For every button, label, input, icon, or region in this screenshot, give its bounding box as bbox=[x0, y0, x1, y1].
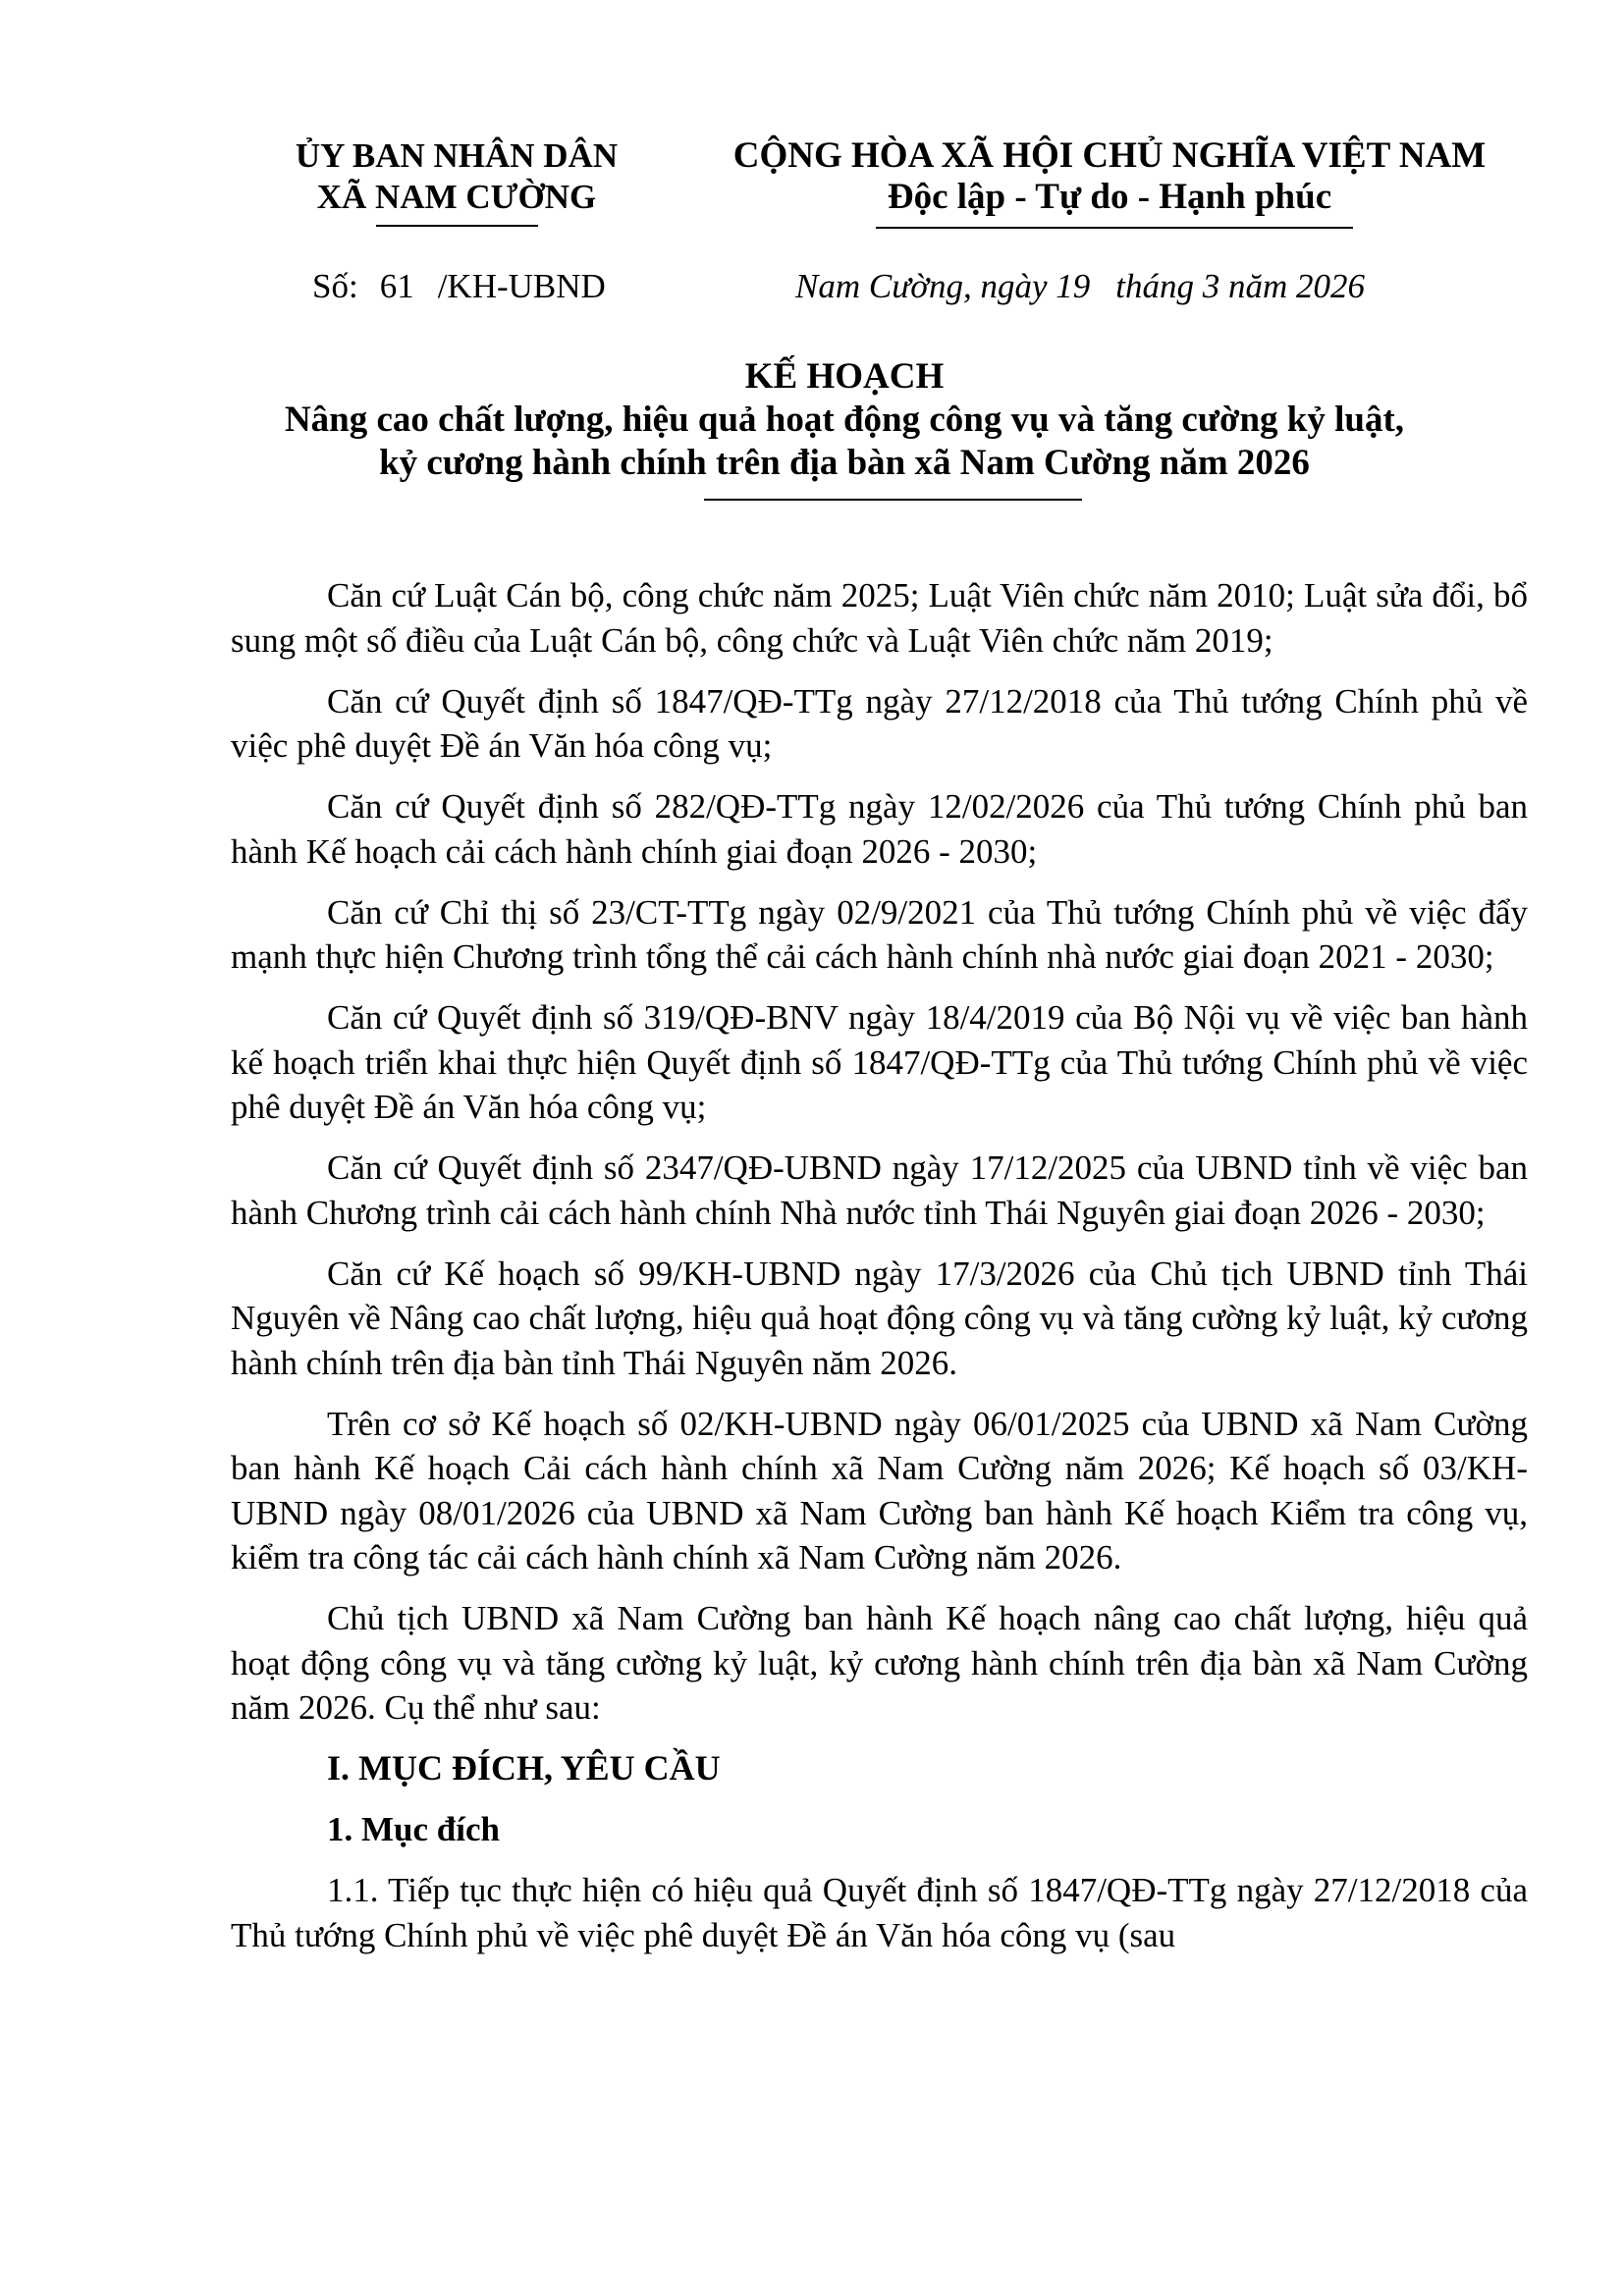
title-line-1: Nâng cao chất lượng, hiệu quả hoạt động công vụ và tăng cường kỷ luật, bbox=[284, 400, 1405, 440]
agency-line-1: ỦY BAN NHÂN DÂN bbox=[295, 136, 619, 175]
paragraph: Căn cứ Chỉ thị số 23/CT-TTg ngày 02/9/2021 của Thủ tướng Chính phủ về việc đẩy mạnh thực hiện Chương trình tổng thể cải cách hành chính nhà nước giai đoạn 2021 - 2030; bbox=[231, 892, 1528, 976]
document-type: KẾ HOẠCH bbox=[744, 356, 945, 397]
paragraph: Trên cơ sở Kế hoạch số 02/KH-UBND ngày 06/01/2025 của UBND xã Nam Cường ban hành Kế hoạch Cải cách hành chính xã Nam Cường năm 2026; Kế hoạch số 03/KH-UBND ngày 08/01/2026 của UBND xã Nam Cường ban hành Kế hoạch Kiểm tra công vụ, kiểm tra công tác cải cách hành chính xã Nam Cường năm 2026. bbox=[231, 1404, 1528, 1576]
agency-line-2: XÃ NAM CƯỜNG bbox=[316, 178, 597, 216]
document-title bbox=[187, 355, 1502, 485]
issuing-agency bbox=[236, 135, 677, 218]
place-day: Nam Cường, ngày 19 bbox=[795, 267, 1091, 305]
subsection-heading: 1. Mục đích bbox=[327, 1810, 500, 1848]
paragraph: Căn cứ Quyết định số 2347/QĐ-UBND ngày 17/12/2025 của UBND tỉnh về việc ban hành Chương trình cải cách hành chính Nhà nước tỉnh Thái Nguyên giai đoạn 2026 - 2030; bbox=[231, 1148, 1528, 1232]
document-number bbox=[312, 267, 606, 306]
paragraph: Chủ tịch UBND xã Nam Cường ban hành Kế hoạch nâng cao chất lượng, hiệu quả hoạt động công vụ và tăng cường kỷ luật, kỷ cương hành chính trên địa bàn xã Nam Cường năm 2026. Cụ thể như sau: bbox=[231, 1599, 1528, 1727]
paragraph: Căn cứ Quyết định số 319/QĐ-BNV ngày 18/4/2019 của Bộ Nội vụ về việc ban hành kế hoạch triển khai thực hiện Quyết định số 1847/QĐ-TTg của Thủ tướng Chính phủ về việc phê duyệt Đề án Văn hóa công vụ; bbox=[231, 998, 1528, 1126]
paragraph: Căn cứ Quyết định số 282/QĐ-TTg ngày 12/02/2026 của Thủ tướng Chính phủ ban hành Kế hoạch cải cách hành chính giai đoạn 2026 - 2030; bbox=[231, 787, 1528, 871]
paragraph: Căn cứ Kế hoạch số 99/KH-UBND ngày 17/3/2026 của Chủ tịch UBND tỉnh Thái Nguyên về Nâng cao chất lượng, hiệu quả hoạt động công vụ và tăng cường kỷ luật, kỷ cương hành chính trên địa bàn tỉnh Thái Nguyên năm 2026. bbox=[231, 1254, 1528, 1382]
title-underline bbox=[704, 499, 1082, 501]
number-value: 61 bbox=[379, 267, 414, 305]
document-body bbox=[231, 573, 1528, 1974]
paragraph: Căn cứ Luật Cán bộ, công chức năm 2025; Luật Viên chức năm 2010; Luật sửa đổi, bổ sung một số điều của Luật Cán bộ, công chức và Luật Viên chức năm 2019; bbox=[231, 576, 1528, 660]
motto-underline bbox=[876, 227, 1353, 229]
national-title bbox=[668, 135, 1551, 218]
country-name: CỘNG HÒA XÃ HỘI CHỦ NGHĨA VIỆT NAM bbox=[732, 135, 1487, 176]
month-year: tháng 3 năm 2026 bbox=[1115, 267, 1366, 305]
national-motto: Độc lập - Tự do - Hạnh phúc bbox=[887, 177, 1332, 217]
agency-underline bbox=[376, 225, 538, 227]
paragraph: Căn cứ Quyết định số 1847/QĐ-TTg ngày 27/12/2018 của Thủ tướng Chính phủ về việc phê duyệt Đề án Văn hóa công vụ; bbox=[231, 681, 1528, 765]
section-heading: I. MỤC ĐÍCH, YÊU CẦU bbox=[327, 1748, 721, 1788]
title-line-2: kỷ cương hành chính trên địa bàn xã Nam Cường năm 2026 bbox=[379, 443, 1310, 483]
paragraph: 1.1. Tiếp tục thực hiện có hiệu quả Quyết định số 1847/QĐ-TTg ngày 27/12/2018 của Thủ tướng Chính phủ về việc phê duyệt Đề án Văn hóa công vụ (sau bbox=[231, 1871, 1528, 1954]
number-label: Số: bbox=[312, 267, 358, 305]
number-suffix: /KH-UBND bbox=[437, 267, 606, 305]
place-date bbox=[795, 267, 1365, 306]
